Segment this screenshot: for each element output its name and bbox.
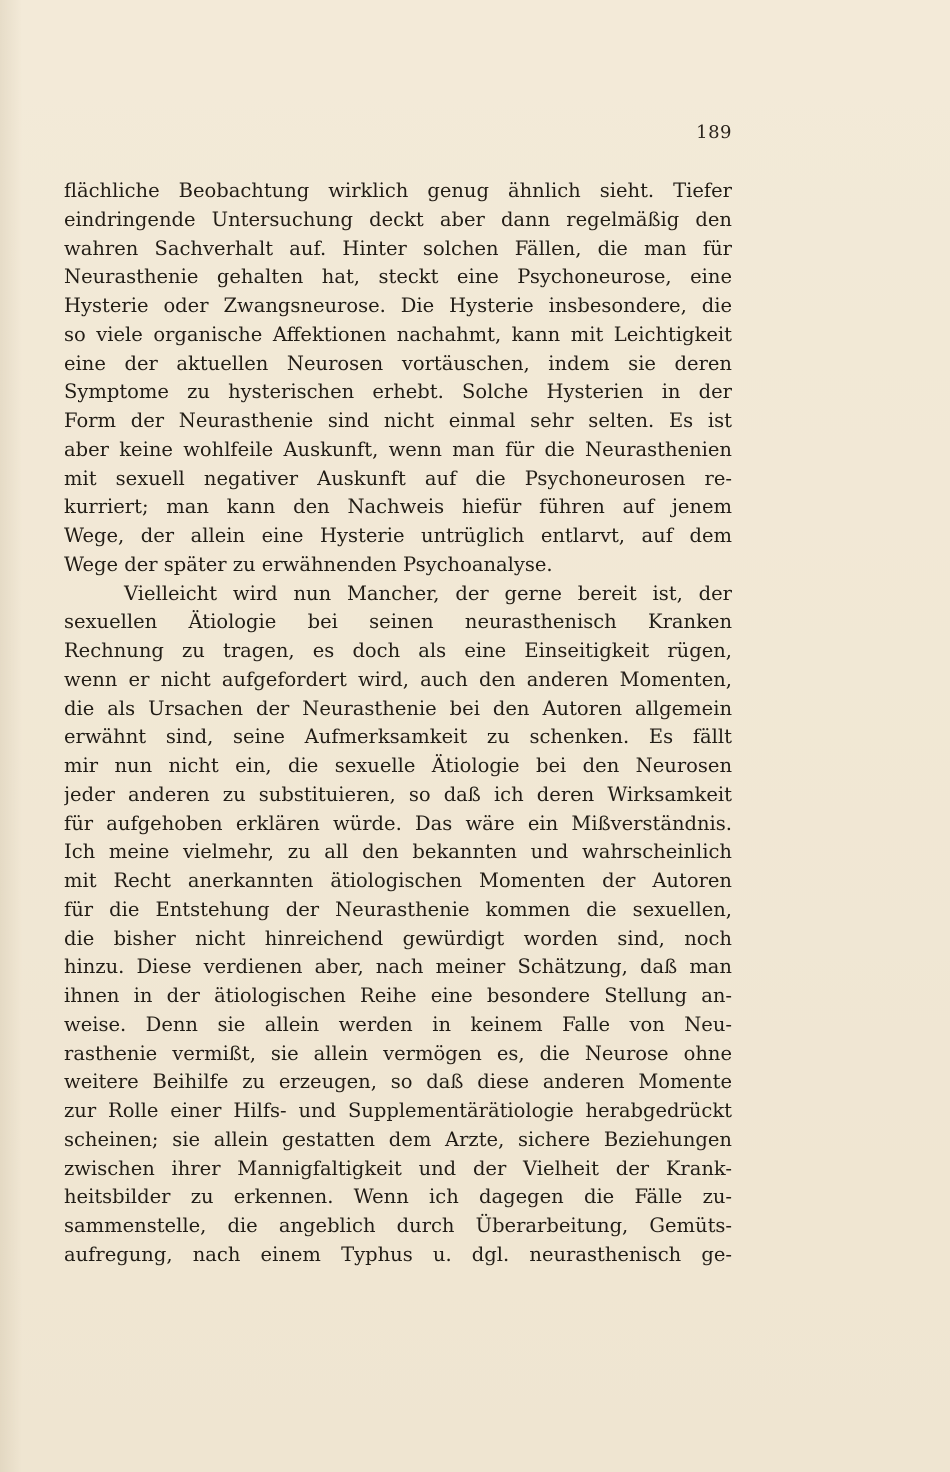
text-line: Wege, der allein eine Hysterie untrüglich entlarvt, auf dem (64, 524, 732, 547)
text-line: wahren Sachverhalt auf. Hinter solchen Fällen, die man für (64, 236, 732, 260)
text-line: mir nun nicht ein, die sexuelle Ätiologie bei den Neurosen (64, 754, 732, 777)
text-line: ihnen in der ätiologischen Reihe eine besondere Stellung an- (64, 984, 732, 1007)
text-line: eine der aktuellen Neurosen vortäuschen, indem sie deren (64, 351, 732, 375)
text-line: mit sexuell negativer Auskunft auf die Psychoneurosen re- (64, 466, 732, 490)
text-line: kurriert; man kann den Nachweis hiefür führen auf jenem (64, 495, 732, 519)
text-line: sexuellen Ätiologie bei seinen neurasthenisch Kranken (64, 610, 732, 634)
text-line: jeder anderen zu substituieren, so daß ich deren Wirksamkeit (64, 782, 732, 806)
text-line: Symptome zu hysterischen erhebt. Solche Hysterien in der (64, 380, 732, 404)
page-number: 189 (696, 122, 732, 143)
text-line: eindringende Untersuchung deckt aber dann regelmäßig den (64, 207, 732, 231)
text-line: für aufgehoben erklären würde. Das wäre ein Mißverständnis. (64, 811, 732, 835)
text-line: Rechnung zu tragen, es doch als eine Einseitigkeit rügen, (64, 639, 732, 662)
text-line: weise. Denn sie allein werden in keinem Falle von Neu- (64, 1012, 732, 1036)
paragraph-start-line: Vielleicht wird nun Mancher, der gerne bereit ist, der (124, 581, 732, 605)
text-line: für die Entstehung der Neurasthenie kommen die sexuellen, (64, 897, 732, 921)
text-line: die als Ursachen der Neurasthenie bei den Autoren allgemein (64, 696, 732, 720)
text-line: scheinen; sie allein gestatten dem Arzte, sichere Beziehungen (64, 1127, 732, 1151)
text-line: heitsbilder zu erkennen. Wenn ich dagegen die Fälle zu- (64, 1185, 732, 1209)
text-line: mit Recht anerkannten ätiologischen Momenten der Autoren (64, 869, 732, 892)
text-line: erwähnt sind, seine Aufmerksamkeit zu schenken. Es fällt (64, 725, 732, 749)
text-line: wenn er nicht aufgefordert wird, auch den anderen Momenten, (64, 667, 732, 691)
text-line: sammenstelle, die angeblich durch Überarbeitung, Gemüts- (64, 1214, 732, 1237)
text-line: zur Rolle einer Hilfs- und Supplementärätiologie herabgedrückt (64, 1099, 732, 1122)
text-line: hinzu. Diese verdienen aber, nach meiner Schätzung, daß man (64, 955, 732, 979)
text-line: die bisher nicht hinreichend gewürdigt worden sind, noch (64, 926, 732, 950)
text-line: Form der Neurasthenie sind nicht einmal sehr selten. Es ist (64, 409, 732, 432)
text-line: Neurasthenie gehalten hat, steckt eine Psychoneurose, eine (64, 265, 732, 289)
text-line: zwischen ihrer Mannigfaltigkeit und der Vielheit der Krank- (64, 1156, 732, 1180)
body-text (64, 177, 732, 1270)
text-line: aber keine wohlfeile Auskunft, wenn man für die Neurasthenien (64, 437, 732, 461)
text-line: weitere Beihilfe zu erzeugen, so daß diese anderen Momente (64, 1070, 732, 1094)
text-line: aufregung, nach einem Typhus u. dgl. neurasthenisch ge- (64, 1242, 732, 1266)
text-line: rasthenie vermißt, sie allein vermögen es, die Neurose ohne (64, 1041, 732, 1065)
text-line: Hysterie oder Zwangsneurose. Die Hysterie insbesondere, die (64, 294, 732, 317)
text-line: so viele organische Affektionen nachahmt, kann mit Leichtigkeit (64, 322, 732, 346)
text-line: Wege der später zu erwähnenden Psychoanalyse. (64, 552, 553, 576)
text-line: flächliche Beobachtung wirklich genug ähnlich sieht. Tiefer (64, 179, 732, 202)
text-line: Ich meine vielmehr, zu all den bekannten und wahrscheinlich (64, 840, 732, 864)
